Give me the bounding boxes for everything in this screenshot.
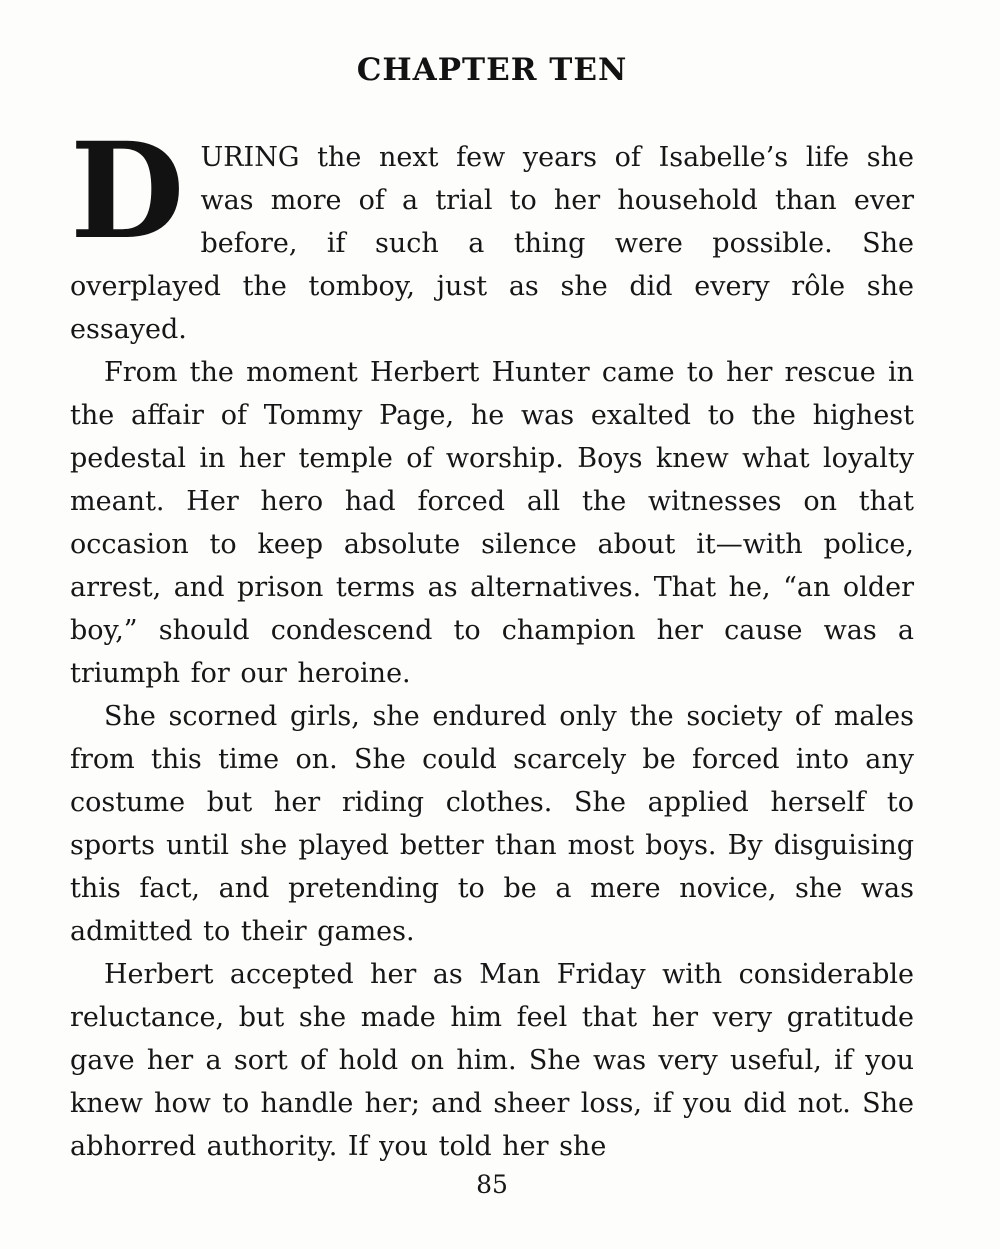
paragraph-2: From the moment Herbert Hunter came to her rescue in the affair of Tommy Page, he was exalted to the highest pedestal in her temple of worship. Boys knew what loyalty meant. Her hero had forced all the witnesses on that occasion to keep absolute silence about it—with police, arrest, and prison terms as alternatives. That he, “an older boy,” should condescend to champion her cause was a triumph for our heroine.	[70, 357, 914, 689]
paragraph-4: Herbert accepted her as Man Friday with considerable reluctance, but she made him feel that her very gratitude gave her a sort of hold on him. She was very useful, if you knew how to handle her; and sheer loss, if you did not. She abhorred authority. If you told her she	[70, 959, 914, 1162]
page-number: 85	[476, 1170, 508, 1199]
paragraph-3: She scorned girls, she endured only the society of males from this time on. She could scarcely be forced into any costume but her riding clothes. She applied herself to sports until she played better than most boys. By disguising this fact, and pretending to be a mere novice, she was admitted to their games.	[70, 701, 914, 947]
chapter-title: CHAPTER TEN	[356, 52, 628, 88]
body-text	[70, 114, 914, 1168]
paragraph-1	[70, 114, 914, 351]
drop-cap: D	[70, 114, 185, 269]
paragraph-1-text: URING the next few years of Isabelle’s life she was more of a trial to her household than ever before, if such a thing were possible. She overplayed the tomboy, just as she did every rôle she essayed.	[70, 142, 914, 345]
